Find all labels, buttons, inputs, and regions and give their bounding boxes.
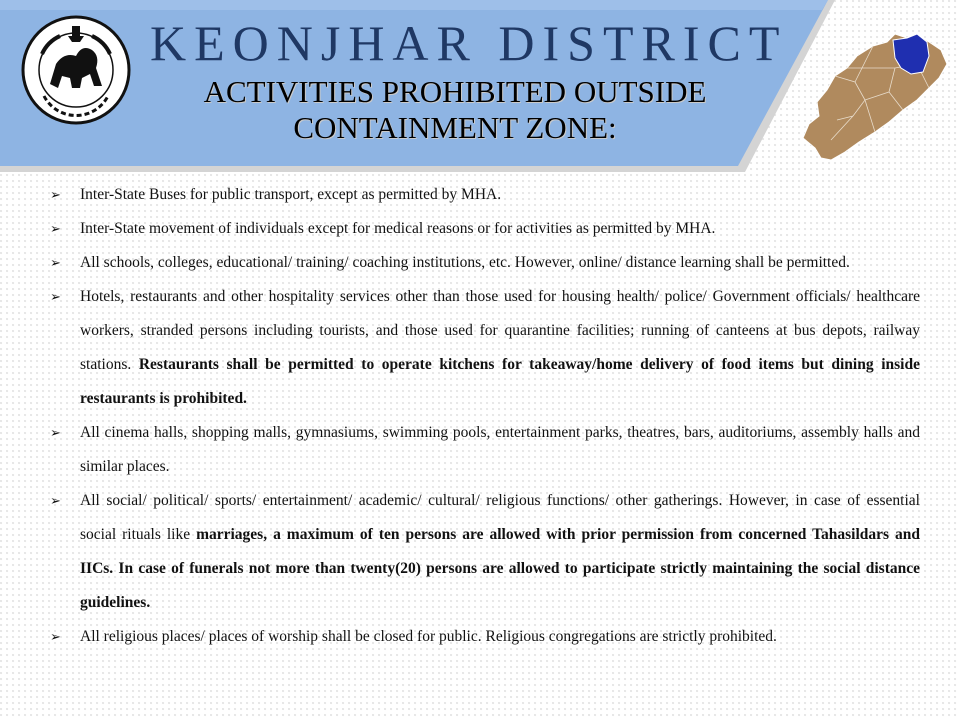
odisha-map-image <box>795 20 955 170</box>
list-item <box>48 280 920 416</box>
list-item-text: All religious places/ places of worship shall be closed for public. Religious congregations are strictly prohibited. <box>80 628 777 645</box>
list-item-text: Inter-State movement of individuals except for medical reasons or for activities as permitted by MHA. <box>80 220 716 237</box>
list-item-bold-text: marriages, a maximum of ten persons are allowed with prior permission from concerned Tahasildars and IICs. In case of funerals not more than twenty(20) persons are allowed to participate strictly maintaining the social distance guidelines. <box>80 526 920 611</box>
list-item-text: All social/ political/ sports/ entertainment/ academic/ cultural/ religious functions/ other gatherings. However, in case of essential social rituals like <box>80 492 920 543</box>
subtitle-line-1: ACTIVITIES PROHIBITED OUTSIDE <box>203 74 707 109</box>
page-subtitle <box>150 74 760 146</box>
list-item-text: Hotels, restaurants and other hospitality services other than those used for housing health/ police/ Government officials/ healthcare workers, stranded persons including tourists, and those used for quarantine facilities; running of canteens at bus depots, railway stations. <box>80 288 920 373</box>
arrow-bullet-icon: ➢ <box>50 221 61 236</box>
subtitle-line-2: CONTAINMENT ZONE: <box>293 110 617 145</box>
list-item-text: All schools, colleges, educational/ training/ coaching institutions, etc. However, online/ distance learning shall be permitted. <box>80 254 850 271</box>
list-item <box>48 484 920 620</box>
prohibited-activities-list <box>48 178 920 654</box>
list-item-bold-text: Restaurants shall be permitted to operate kitchens for takeaway/home delivery of food items but dining inside restaurants is prohibited. <box>80 356 920 407</box>
arrow-bullet-icon: ➢ <box>50 425 61 440</box>
list-item-text: All cinema halls, shopping malls, gymnasiums, swimming pools, entertainment parks, theatres, bars, auditoriums, assembly halls and similar places. <box>80 424 920 475</box>
list-item <box>48 416 920 484</box>
list-item <box>48 620 920 654</box>
list-item-text: Inter-State Buses for public transport, except as permitted by MHA. <box>80 186 502 203</box>
arrow-bullet-icon: ➢ <box>50 255 61 270</box>
arrow-bullet-icon: ➢ <box>50 493 61 508</box>
arrow-bullet-icon: ➢ <box>50 187 61 202</box>
arrow-bullet-icon: ➢ <box>50 629 61 644</box>
odisha-emblem-logo <box>20 14 132 126</box>
list-item <box>48 212 920 246</box>
arrow-bullet-icon: ➢ <box>50 289 61 304</box>
list-item <box>48 246 920 280</box>
list-item <box>48 178 920 212</box>
district-title: KEONJHAR DISTRICT <box>150 15 788 71</box>
